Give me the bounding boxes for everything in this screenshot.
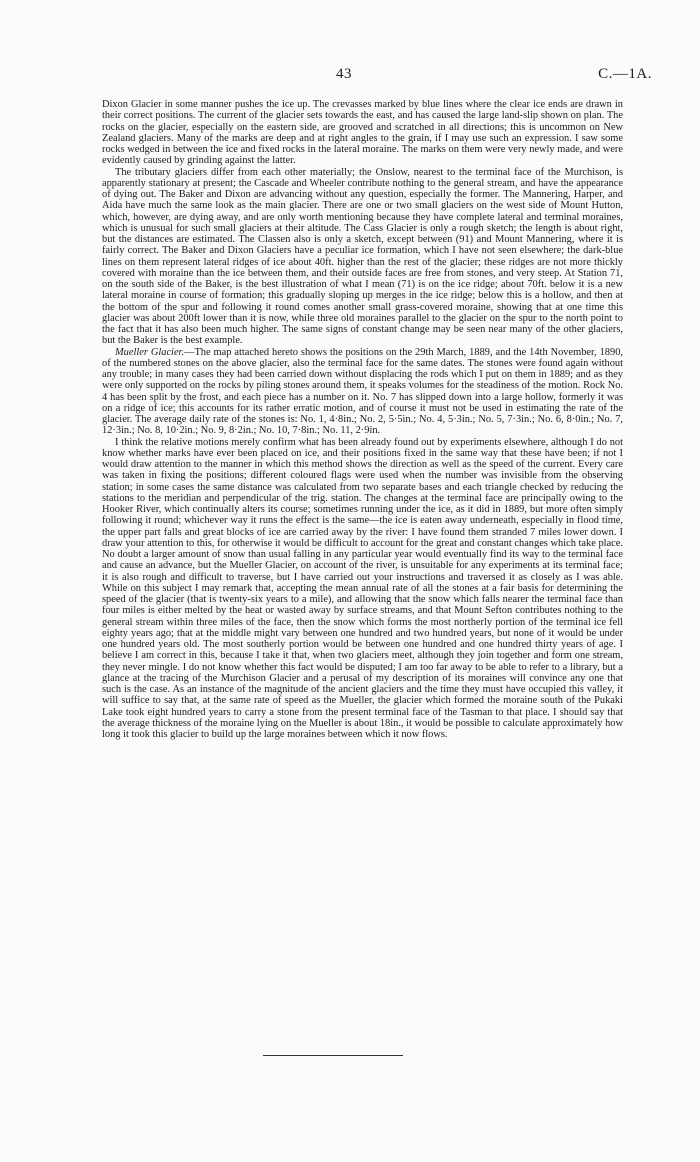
paragraph bbox=[102, 347, 623, 437]
paragraph: Dixon Glacier in some manner pushes the ice up. The crevasses marked by blue lines where the clear ice ends are drawn in their correct positions. The current of the glacier sets towards the east, and has caused the large land-slip shown on plan. The rocks on the glacier, especially on the eastern side, are grooved and scratched in all directions; this is uncommon on New Zealand glaciers. Many of the marks are deep and at right angles to the grain, if I may use such an expression. I saw some rocks wedged in between the ice and fixed rocks in the lateral moraine. The marks on them were very newly made, and were evidently caused by grinding against the latter. bbox=[102, 99, 623, 167]
body-text bbox=[102, 99, 623, 740]
paragraph: The tributary glaciers differ from each other materially; the Onslow, nearest to the terminal face of the Murchison, is apparently stationary at present; the Cascade and Wheeler contribute nothing to the general stream, and have the appearance of dying out. The Baker and Dixon are advancing without any question, especially the former. The Mannering, Harper, and Aida have much the same look as the main glacier. There are one or two small glaciers on the west side of Mount Hutton, which, however, are dying away, and are only worth mentioning because they have complete lateral and terminal moraines, which is unusual for such small glaciers at their altitude. The Cass Glacier is only a rough sketch; the length is about right, but the distances are estimated. The Classen also is only a sketch, except between (91) and Mount Mannering, where it is fairly correct. The Baker and Dixon Glaciers have a peculiar ice formation, which I have not seen elsewhere; the dark-blue lines on them represent lateral ridges of ice about 40ft. higher than the rest of the glacier; these ridges are not more thickly covered with moraine than the ice between them, and their outside faces are free from stones, and very steep. At Station 71, on the south side of the Baker, is the best illustration of what I mean (71) is on the ice ridge; about 70ft. below it is a new lateral moraine in course of formation; this gradually sloping up merges in the ice ridge; below this is a hollow, and then at the bottom of the spur and following it round comes another small grass-covered moraine, showing that at one time this glacier was about 200ft lower than it is now, while three old moraines parallel to the glacier on the spur to the north point to the fact that it has also been much higher. The same signs of constant change may be seen near many of the other glaciers, but the Baker is the best example. bbox=[102, 166, 623, 347]
page-number: 43 bbox=[336, 66, 352, 82]
section-divider bbox=[263, 1055, 403, 1056]
document-reference: C.—1A. bbox=[598, 66, 652, 82]
paragraph-text: —The map attached hereto shows the positions on the 29th March, 1889, and the 14th November, 1890, of the numbered stones on the above glacier, also the terminal face for the same dates. The stones were found again without any trouble; in many cases they had been carried down without displacing the rods which I put on them in 1889; and as they were only supported on the rocks by piling stones around them, it speaks volumes for the steadiness of the motion. Rock No. 4 has been split by the frost, and each piece has a number on it. No. 7 has slipped down into a large hollow, formerly it was on a ridge of ice; this accounts for its rather erratic motion, and of course it must not be used in estimating the rate of the glacier. The average daily rate of the stones is: No. 1, 4·8in.; No. 2, 5·5in.; No. 4, 5·3in.; No. 5, 7·3in.; No. 6, 8·0in.; No. 7, 12·3in.; No. 8, 10·2in.; No. 9, 8·2in.; No. 10, 7·8in.; No. 11, 2·9in. bbox=[102, 346, 623, 437]
section-heading-mueller-glacier: Mueller Glacier. bbox=[115, 346, 185, 358]
paragraph: I think the relative motions merely confirm what has been already found out by experiments elsewhere, although I do not know whether marks have ever been placed on ice, and their positions fixed in the same way that these have been; if not I would draw attention to the manner in which this method shows the direction as well as the speed of the current. Every care was taken in fixing the positions; different coloured flags were used when the number was invisible from the observing station; in some cases the same distance was calculated from two separate bases and each triangle checked by reducing the stations to the meridian and perpendicular of the trig. station. The changes at the terminal face are principally owing to the Hooker River, which continually alters its course; sometimes running under the ice, as it did in 1889, but more often simply following it round; whichever way it runs the effect is the same—the ice is eaten away underneath, especially in flood time, the upper part falls and great blocks of ice are carried away by the river: I have found them stranded 7 miles lower down. I draw your attention to this, for otherwise it would be difficult to account for the great and constant changes which take place. No doubt a larger amount of snow than usual falling in any particular year would eventually find its way to the terminal face and cause an advance, but the Mueller Glacier, on account of the river, is unsuitable for any experiments at its terminal face; it is also rough and difficult to traverse, but I have carried out your instructions and traversed it as closely as I was able. While on this subject I may remark that, accepting the mean annual rate of all the stones at a fair basis for determining the speed of the glacier (that is twenty-six years to a mile), and allowing that the snow which falls nearer the terminal face than four miles is either melted by the heat or wasted away by surface streams, and that Mount Sefton contributes nothing to the general stream within three miles of the face, then the snow which forms the most northerly portion of the terminal ice fell eighty years ago; that at the middle might vary between one hundred and two hundred years, but none of it would be under one hundred years old. The most southerly portion would be between one hundred and one hundred thirty years of age. I believe I am correct in this, because I take it that, when two glaciers meet, although they join together and form one stream, they never mingle. I do not know whether this fact would be disputed; I am too far away to be able to refer to a library, but a glance at the tracing of the Murchison Glacier and a perusal of my description of its moraines will convince any one that such is the case. As an instance of the magnitude of the ancient glaciers and the time they must have occupied this valley, it will suffice to say that, at the same rate of speed as the Mueller, the glacier which formed the moraine south of the Pukaki Lake took eight hundred years to carry a stone from the present terminal face of the Tasman to that place. I should say that the average thickness of the moraine lying on the Mueller is about 18in., it would be possible to calculate approximately how long it took this glacier to build up the large moraines between which it now flows. bbox=[102, 436, 623, 740]
page-header bbox=[0, 66, 700, 86]
